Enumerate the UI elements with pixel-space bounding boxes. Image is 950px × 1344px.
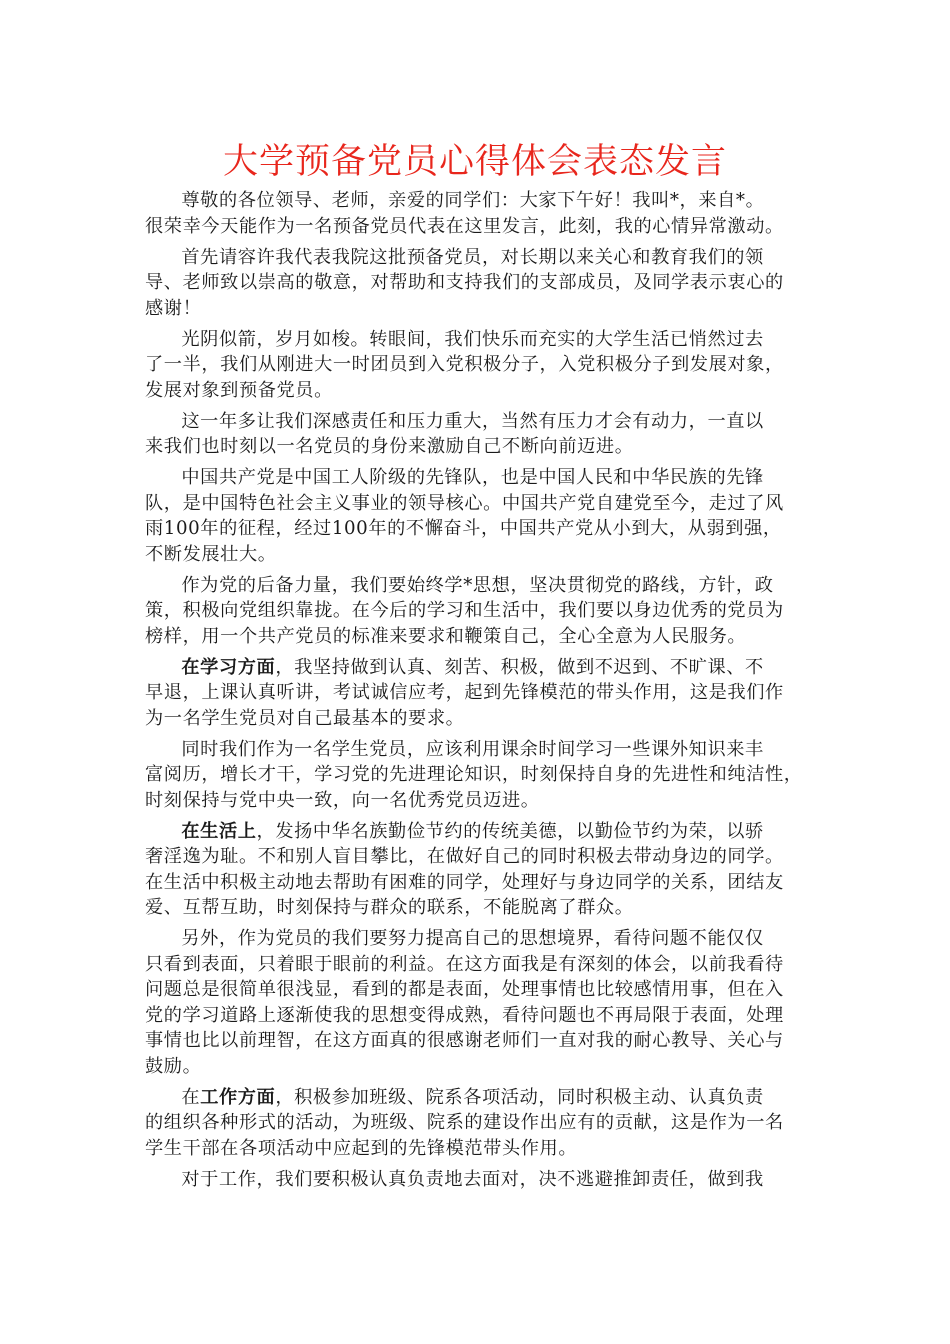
- paragraph-text: 尊敬的各位领导、老师，亲爱的同学们：大家下午好！我叫*，来自*。 很荣幸今天能作为一名预备党员代表在这里发言，此刻，我的心情异常激动。: [145, 190, 784, 237]
- paragraph-lead: 在生活上: [181, 820, 257, 842]
- paragraph-work-attitude: [145, 1167, 805, 1193]
- paragraph-text: 中国共产党是中国工人阶级的先锋队，也是中国人民和中华民族的先锋 队，是中国特色社会主义事业的领导核心。中国共产党自建党至今，走过了风 雨100年的征程，经过100年的不懈奋斗，中国共产党从小到大，从弱到强， 不断发展壮大。: [145, 467, 784, 565]
- paragraph-study-extra: [145, 737, 805, 814]
- paragraph-study: [145, 655, 805, 732]
- paragraph-prefix: 在: [181, 1086, 201, 1108]
- paragraph-thinking: [145, 926, 805, 1079]
- paragraph-text: ，发扬中华名族勤俭节约的传统美德，以勤俭节约为荣，以骄 奢淫逸为耻。不和别人盲目攀比，在做好自己的同时积极去带动身边的同学。 在生活中积极主动地去帮助有困难的同学，处理好与身边同学的关系，团结友 爱、互帮互助，时刻保持与群众的联系，不能脱离了群众。: [145, 820, 784, 918]
- paragraph-lead: 工作方面: [200, 1086, 276, 1108]
- paragraph-text: 同时我们作为一名学生党员，应该利用课余时间学习一些课外知识来丰 富阅历，增长才干，学习党的先进理论知识，时刻保持自身的先进性和纯洁性， 时刻保持与党中央一致，向一名优秀党员迈进。: [145, 738, 803, 811]
- paragraph-work: [145, 1085, 805, 1162]
- paragraph-thanks: [145, 245, 805, 322]
- paragraph-party-history: [145, 465, 805, 567]
- document-title: 大学预备党员心得体会表态发言: [222, 142, 727, 182]
- paragraph-lead: 在学习方面: [181, 656, 276, 678]
- paragraph-text: ，我坚持做到认真、刻苦、积极，做到不迟到、不旷课、不 早退，上课认真听讲，考试诚信应考，起到先锋模范的带头作用，这是我们作 为一名学生党员对自己最基本的要求。: [145, 656, 784, 729]
- paragraph-reserve-force: [145, 573, 805, 650]
- paragraph-text: 光阴似箭，岁月如梭。转眼间，我们快乐而充实的大学生活已悄然过去 了一半，我们从刚进大一时团员到入党积极分子，入党积极分子到发展对象， 发展对象到预备党员。: [145, 328, 784, 401]
- paragraph-greeting: [145, 188, 805, 239]
- paragraph-text: 首先请容许我代表我院这批预备党员，对长期以来关心和教育我们的领 导、老师致以崇高的敬意，对帮助和支持我们的支部成员，及同学表示衷心的 感谢！: [145, 246, 784, 319]
- paragraph-text: 另外，作为党员的我们要努力提高自己的思想境界，看待问题不能仅仅 只看到表面，只着眼于眼前的利益。在这方面我是有深刻的体会，以前我看待 问题总是很简单很浅显，看到的都是表面，处理事情也比较感情用事，但在入 党的学习道路上逐渐使我的思想变得成熟，看待问题也不再局限于表面，处理 事情也比以前理智，在这方面真的很感谢老师们一直对我的耐心教导、关心与 鼓励。: [145, 928, 784, 1077]
- document-body: [145, 188, 805, 1198]
- paragraph-text: 作为党的后备力量，我们要始终学*思想，坚决贯彻党的路线，方针，政 策，积极向党组织靠拢。在今后的学习和生活中，我们要以身边优秀的党员为 榜样，用一个共产党员的标准来要求和鞭策自己，全心全意为人民服务。: [145, 574, 784, 647]
- paragraph-responsibility: [145, 409, 805, 460]
- paragraph-text: 对于工作，我们要积极认真负责地去面对，决不逃避推卸责任，做到我: [181, 1168, 764, 1190]
- paragraph-text: 这一年多让我们深感责任和压力重大，当然有压力才会有动力，一直以 来我们也时刻以一名党员的身份来激励自己不断向前迈进。: [145, 410, 764, 457]
- paragraph-life: [145, 819, 805, 921]
- paragraph-time: [145, 327, 805, 404]
- paragraph-text: ，积极参加班级、院系各项活动，同时积极主动、认真负责 的组织各种形式的活动，为班级、院系的建设作出应有的贡献，这是作为一名 学生干部在各项活动中应起到的先锋模范带头作用。: [145, 1086, 784, 1159]
